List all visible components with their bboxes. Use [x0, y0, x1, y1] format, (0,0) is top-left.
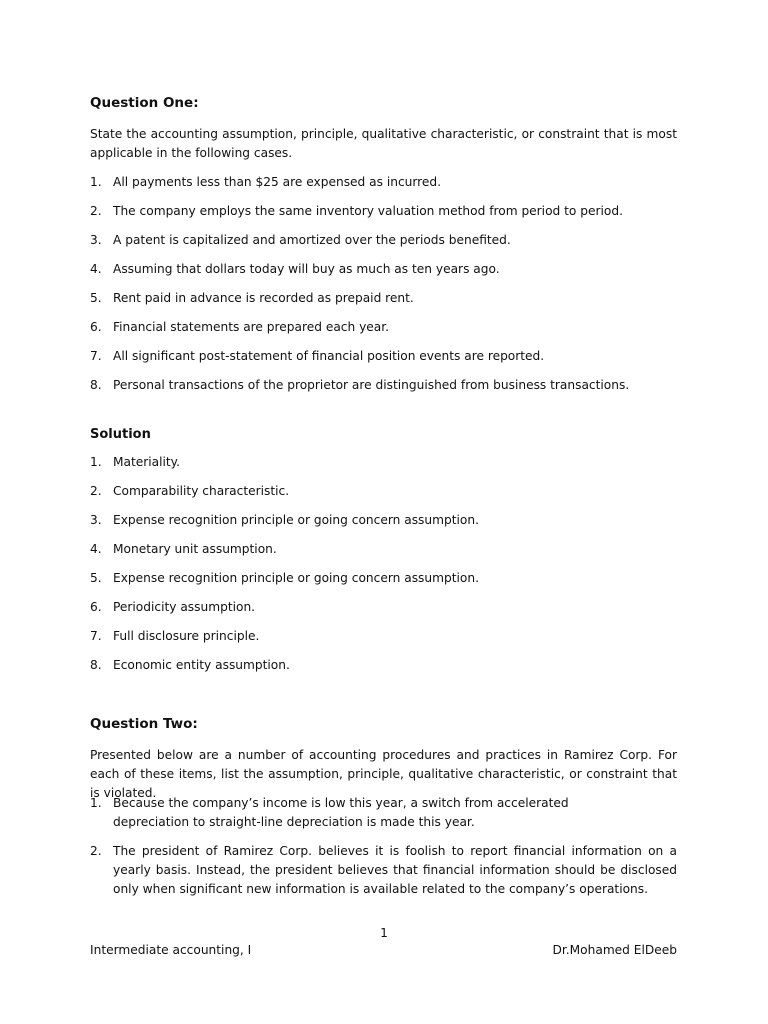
list-item: 5. Rent paid in advance is recorded as prepaid rent.: [90, 291, 414, 305]
list-item: 7. Full disclosure principle.: [90, 629, 260, 643]
solution-heading: Solution: [90, 427, 151, 442]
list-item: 4. Assuming that dollars today will buy as much as ten years ago.: [90, 262, 500, 276]
list-item: 1. Materiality.: [90, 455, 181, 469]
list-item: 3. A patent is capitalized and amortized over the periods benefited.: [90, 233, 511, 247]
list-item: 7. All significant post-statement of financial position events are reported.: [90, 349, 545, 363]
page-footer: [90, 943, 677, 957]
list-item: 3. Expense recognition principle or going concern assumption.: [90, 513, 479, 527]
list-item: 1. All payments less than $25 are expensed as incurred.: [90, 175, 442, 189]
list-item: 5. Expense recognition principle or going concern assumption.: [90, 571, 479, 585]
list-item: 2. The company employs the same inventory valuation method from period to period.: [90, 204, 623, 218]
question-two-intro: Presented below are a number of accounting procedures and practices in Ramirez Corp. For each of these items, list the assumption, principle, qualitative characteristic, or constraint that is violated.: [90, 748, 677, 800]
list-item: 1. Because the company’s income is low this year, a switch from accelerated depreciation to straight-line depreciation is made this year.: [90, 796, 569, 829]
question-one-heading: Question One:: [90, 95, 199, 111]
list-item: 6. Financial statements are prepared each year.: [90, 320, 390, 334]
list-item: 8. Personal transactions of the proprietor are distinguished from business transactions.: [90, 378, 630, 392]
list-item: 2. The president of Ramirez Corp. believes it is foolish to report financial information on a yearly basis. Instead, the president believes that financial information should be disclosed only when significant new information is available related to the company’s operations.: [90, 844, 677, 896]
list-item: 2. Comparability characteristic.: [90, 484, 290, 498]
question-two-heading: Question Two:: [90, 716, 198, 732]
list-item: 4. Monetary unit assumption.: [90, 542, 277, 556]
solution-list: [90, 453, 677, 675]
page-number: 1: [380, 926, 388, 940]
question-one-intro: State the accounting assumption, principle, qualitative characteristic, or constraint that is most applicable in the following cases.: [90, 127, 677, 160]
list-item: 8. Economic entity assumption.: [90, 658, 290, 672]
footer-course: Intermediate accounting, I: [90, 943, 252, 957]
question-two-list: [90, 794, 677, 899]
list-item: 6. Periodicity assumption.: [90, 600, 256, 614]
footer-author: Dr.Mohamed ElDeeb: [552, 943, 677, 957]
question-one-list: [90, 173, 677, 395]
